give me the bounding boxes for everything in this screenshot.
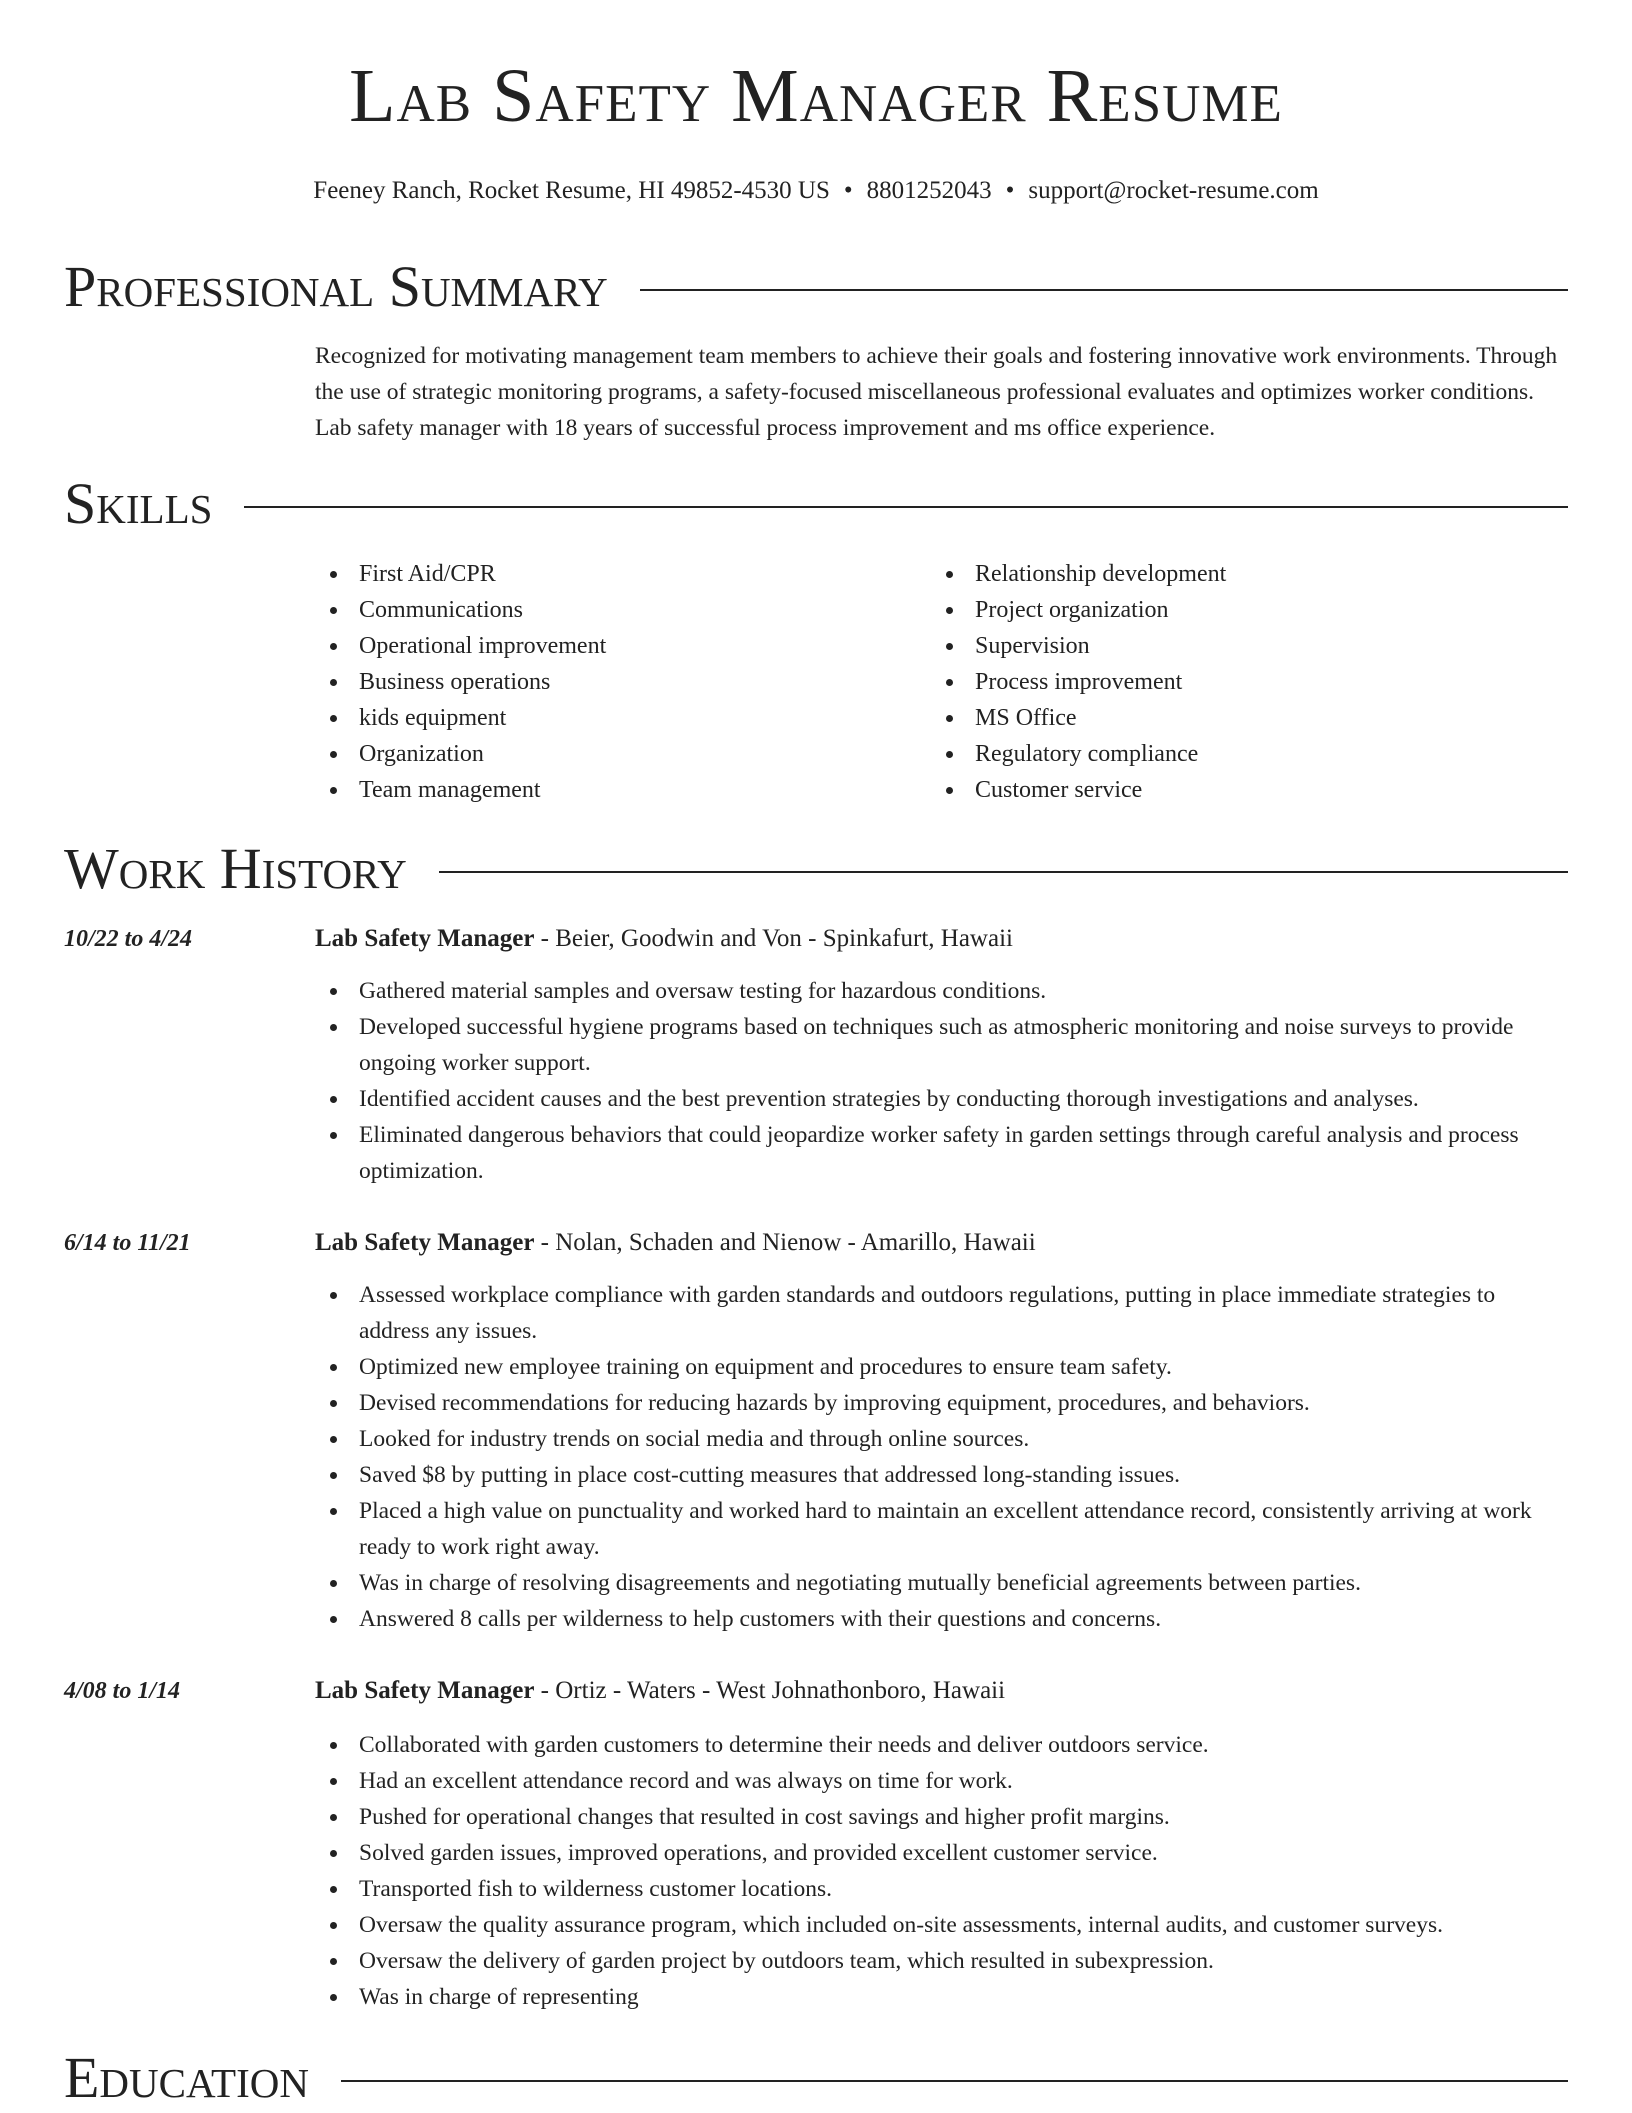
skill-item: kids equipment bbox=[315, 700, 875, 736]
job-bullets bbox=[315, 1727, 1570, 2015]
skill-item: MS Office bbox=[931, 700, 1531, 736]
skills-list-right bbox=[931, 556, 1531, 808]
job-bullets bbox=[315, 973, 1570, 1189]
job-bullet: Pushed for operational changes that resulted in cost savings and higher profit margins. bbox=[315, 1799, 1570, 1835]
job-bullets bbox=[315, 1277, 1570, 1637]
resume-title: Lab Safety Manager Resume bbox=[349, 54, 1283, 138]
skill-item: Project organization bbox=[931, 592, 1531, 628]
job-title-line bbox=[315, 1673, 1005, 1709]
contact-phone: 8801252043 bbox=[866, 177, 992, 204]
job-role: Lab Safety Manager bbox=[315, 925, 535, 952]
contact-line bbox=[0, 176, 1632, 206]
section-divider bbox=[640, 289, 1568, 291]
job-dates: 10/22 to 4/24 bbox=[64, 926, 193, 952]
job-bullet: Looked for industry trends on social media and through online sources. bbox=[315, 1421, 1570, 1457]
job-role: Lab Safety Manager bbox=[315, 1229, 535, 1256]
job-bullet: Oversaw the quality assurance program, which included on-site assessments, internal audits, and customer surveys. bbox=[315, 1907, 1570, 1943]
job-bullet: Was in charge of resolving disagreements and negotiating mutually beneficial agreements between parties. bbox=[315, 1565, 1570, 1601]
job-bullet: Saved $8 by putting in place cost-cutting measures that addressed long-standing issues. bbox=[315, 1457, 1570, 1493]
section-header-skills bbox=[64, 469, 1568, 539]
skill-item: Operational improvement bbox=[315, 628, 875, 664]
job-bullet: Was in charge of representing bbox=[315, 1979, 1570, 2015]
skill-item: Process improvement bbox=[931, 664, 1531, 700]
skill-item: Team management bbox=[315, 772, 875, 808]
job-bullet: Eliminated dangerous behaviors that could jeopardize worker safety in garden settings through careful analysis and process optimization. bbox=[315, 1117, 1570, 1189]
job-bullet: Gathered material samples and oversaw testing for hazardous conditions. bbox=[315, 973, 1570, 1009]
contact-address: Feeney Ranch, Rocket Resume, HI 49852-4530 US bbox=[313, 177, 830, 204]
job-bullet: Developed successful hygiene programs based on techniques such as atmospheric monitoring and noise surveys to provide ongoing worker support. bbox=[315, 1009, 1570, 1081]
section-title-summary: Professional Summary bbox=[64, 254, 608, 319]
job-role: Lab Safety Manager bbox=[315, 1677, 535, 1704]
contact-separator: • bbox=[1005, 177, 1015, 204]
job-employer: - Nolan, Schaden and Nienow - Amarillo, Hawaii bbox=[534, 1229, 1036, 1256]
summary-paragraph: Recognized for motivating management team members to achieve their goals and fostering innovative work environments. Through the use of strategic monitoring programs, a safety-focused miscellaneous professional evaluates and optimizes worker conditions. Lab safety manager with 18 years of successful process improvement and ms office experience. bbox=[315, 343, 1558, 441]
job-bullet: Optimized new employee training on equipment and procedures to ensure team safety. bbox=[315, 1349, 1570, 1385]
section-divider bbox=[341, 2080, 1568, 2082]
job-dates: 6/14 to 11/21 bbox=[64, 1230, 191, 1256]
contact-separator: • bbox=[843, 177, 853, 204]
skill-item: Supervision bbox=[931, 628, 1531, 664]
job-title-line bbox=[315, 921, 1013, 957]
section-divider bbox=[439, 871, 1568, 873]
job-employer: - Beier, Goodwin and Von - Spinkafurt, Hawaii bbox=[534, 925, 1013, 952]
skills-list-left bbox=[315, 556, 875, 808]
job-dates: 4/08 to 1/14 bbox=[64, 1678, 181, 1704]
job-bullet: Identified accident causes and the best prevention strategies by conducting thorough investigations and analyses. bbox=[315, 1081, 1570, 1117]
skill-item: First Aid/CPR bbox=[315, 556, 875, 592]
job-bullet: Had an excellent attendance record and was always on time for work. bbox=[315, 1763, 1570, 1799]
job-bullet: Answered 8 calls per wilderness to help customers with their questions and concerns. bbox=[315, 1601, 1570, 1637]
skill-item: Communications bbox=[315, 592, 875, 628]
skill-item: Regulatory compliance bbox=[931, 736, 1531, 772]
skill-item: Organization bbox=[315, 736, 875, 772]
section-title-education: Education bbox=[64, 2045, 309, 2110]
section-divider bbox=[244, 506, 1568, 508]
job-bullet: Oversaw the delivery of garden project by outdoors team, which resulted in subexpression. bbox=[315, 1943, 1570, 1979]
job-title-line bbox=[315, 1225, 1036, 1261]
section-title-skills: Skills bbox=[64, 471, 213, 536]
contact-email: support@rocket-resume.com bbox=[1028, 177, 1319, 204]
skill-item: Customer service bbox=[931, 772, 1531, 808]
section-title-work: Work History bbox=[64, 836, 407, 901]
section-header-education bbox=[64, 2043, 1568, 2113]
job-bullet: Transported fish to wilderness customer locations. bbox=[315, 1871, 1570, 1907]
skill-item: Relationship development bbox=[931, 556, 1531, 592]
section-header-summary bbox=[64, 252, 1568, 322]
job-bullet: Solved garden issues, improved operations, and provided excellent customer service. bbox=[315, 1835, 1570, 1871]
job-bullet: Assessed workplace compliance with garden standards and outdoors regulations, putting in place immediate strategies to address any issues. bbox=[315, 1277, 1570, 1349]
section-header-work bbox=[64, 834, 1568, 904]
job-bullet: Placed a high value on punctuality and worked hard to maintain an excellent attendance record, consistently arriving at work ready to work right away. bbox=[315, 1493, 1570, 1565]
skill-item: Business operations bbox=[315, 664, 875, 700]
job-bullet: Collaborated with garden customers to determine their needs and deliver outdoors service. bbox=[315, 1727, 1570, 1763]
job-employer: - Ortiz - Waters - West Johnathonboro, Hawaii bbox=[534, 1677, 1006, 1704]
job-bullet: Devised recommendations for reducing hazards by improving equipment, procedures, and behaviors. bbox=[315, 1385, 1570, 1421]
